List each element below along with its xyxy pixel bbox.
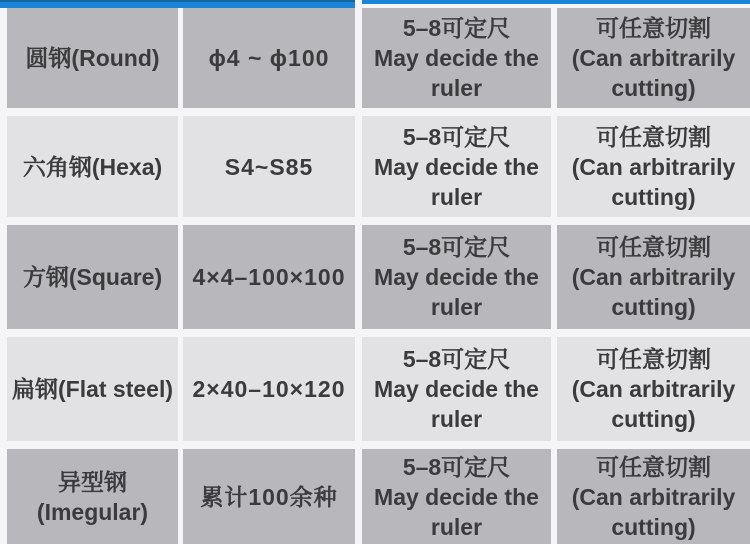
- cutting-en: (Can arbitrarily cutting): [571, 376, 736, 432]
- fixed-length-cell: [362, 116, 551, 217]
- product-name-cell: [7, 8, 178, 108]
- cutting-cn: 可任意切割: [596, 123, 711, 150]
- cutting-cn: 可任意切割: [596, 234, 711, 260]
- product-name-cell: [7, 225, 178, 329]
- product-name: 方钢(Square): [22, 264, 163, 290]
- fixed-length-en: May decide the ruler: [374, 45, 539, 101]
- product-name: 圆钢(Round): [25, 45, 160, 71]
- cutting-cell: [557, 116, 750, 217]
- size-range-cell: [183, 337, 355, 441]
- cutting-cn: 可任意切割: [596, 15, 711, 41]
- size-range-cell: [183, 8, 355, 108]
- cutting-en: (Can arbitrarily cutting): [571, 483, 736, 540]
- size-range-value: S4~S85: [224, 153, 314, 180]
- cutting-cell: [557, 337, 750, 441]
- cutting-cell: [557, 449, 750, 544]
- fixed-length-en: May decide the ruler: [374, 264, 539, 320]
- table-row: [0, 116, 750, 217]
- cutting-cell: [557, 225, 750, 329]
- cutting-en: (Can arbitrarily cutting): [571, 264, 736, 320]
- table-row: [0, 449, 750, 544]
- size-range-cell: [183, 116, 355, 217]
- fixed-length-cell: [362, 225, 551, 329]
- size-range-cell: [183, 449, 355, 544]
- fixed-length-cn: 5–8可定尺: [402, 234, 511, 260]
- product-name-cell: [7, 449, 178, 544]
- fixed-length-cell: [362, 449, 551, 544]
- size-range-value: 4×4–100×100: [192, 264, 346, 290]
- table-body: [0, 8, 750, 544]
- product-name: 异型钢: [58, 468, 127, 495]
- product-name: 扁钢(Flat steel): [11, 376, 174, 402]
- accent-bar-left: [0, 0, 355, 8]
- fixed-length-cell: [362, 8, 551, 108]
- cutting-cn: 可任意切割: [596, 453, 711, 480]
- cutting-en: (Can arbitrarily cutting): [571, 153, 736, 210]
- cutting-en: (Can arbitrarily cutting): [571, 45, 736, 101]
- fixed-length-cn: 5–8可定尺: [402, 453, 511, 480]
- product-name-cell: [7, 116, 178, 217]
- cutting-cell: [557, 8, 750, 108]
- table-row: [0, 8, 750, 108]
- accent-bar-right: [362, 0, 750, 4]
- product-name: 六角钢(Hexa): [22, 153, 163, 180]
- cutting-cn: 可任意切割: [596, 346, 711, 372]
- fixed-length-en: May decide the ruler: [374, 376, 539, 432]
- size-range-value: ϕ4 ~ ϕ100: [208, 45, 330, 71]
- fixed-length-en: May decide the ruler: [374, 153, 539, 210]
- product-name-cell: [7, 337, 178, 441]
- product-name-en: (Imegular): [36, 498, 149, 525]
- table-row: [0, 337, 750, 441]
- fixed-length-cn: 5–8可定尺: [402, 15, 511, 41]
- table-row: [0, 225, 750, 329]
- size-range-value: 2×40–10×120: [192, 376, 346, 402]
- size-range-value: 累计100余种: [200, 483, 338, 510]
- fixed-length-cn: 5–8可定尺: [402, 346, 511, 372]
- fixed-length-en: May decide the ruler: [374, 483, 539, 540]
- size-range-cell: [183, 225, 355, 329]
- fixed-length-cell: [362, 337, 551, 441]
- fixed-length-cn: 5–8可定尺: [402, 123, 511, 150]
